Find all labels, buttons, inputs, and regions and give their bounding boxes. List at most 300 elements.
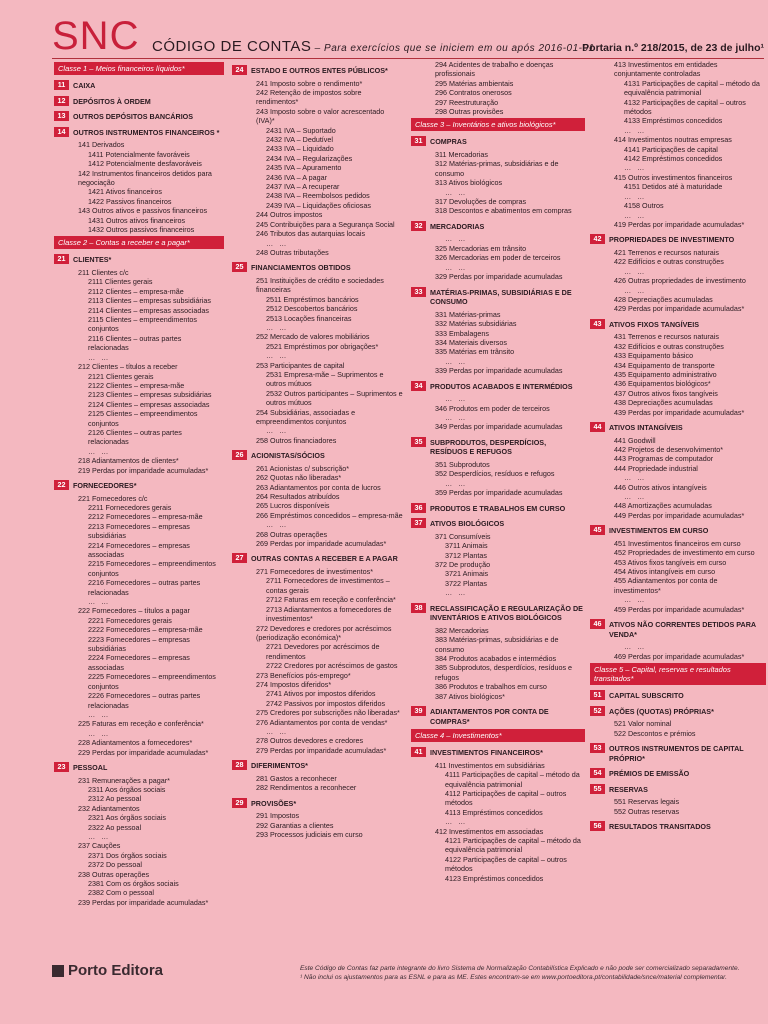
account-entry: 272 Devedores e credores por acréscimos (periodização económica)* — [256, 623, 392, 642]
account-entry: 385 Subprodutos, desperdícios, resíduos e refugos — [435, 663, 573, 682]
account-number-badge: 56 — [590, 821, 605, 831]
account-entry: 2312 Ao pessoal — [88, 794, 142, 804]
account-heading-label: ESTADO E OUTROS ENTES PÚBLICOS* — [251, 66, 388, 75]
account-entry: 2712 Faturas em receção e conferência* — [266, 595, 396, 605]
account-number-badge: 32 — [411, 221, 426, 231]
column-1 — [54, 60, 224, 966]
account-entry: 2116 Clientes – outras partes relacionadas — [88, 333, 182, 353]
account-number-badge: 26 — [232, 450, 247, 460]
account-number-badge: 33 — [411, 287, 426, 297]
ellipsis-row: … … — [624, 266, 647, 276]
account-heading — [411, 381, 585, 392]
account-entry: 332 Matérias subsidiárias — [435, 319, 517, 329]
account-heading-label: INVESTIMENTOS EM CURSO — [609, 526, 709, 536]
account-heading — [54, 96, 224, 107]
account-number-badge: 34 — [411, 381, 426, 391]
account-entry: 432 Edifícios e outras construções — [614, 341, 724, 351]
account-entry: 291 Impostos — [256, 811, 300, 821]
account-heading — [54, 254, 224, 265]
account-entry: 2382 Com o pessoal — [88, 888, 154, 898]
account-heading-label: OUTROS DEPÓSITOS BANCÁRIOS — [73, 112, 194, 122]
account-entry: 237 Cauções — [78, 841, 121, 851]
account-heading-label: DIFERIMENTOS* — [251, 761, 308, 771]
account-entry: 349 Perdas por imparidade acumuladas — [435, 422, 563, 432]
account-entry: 282 Rendimentos a reconhecer — [256, 783, 357, 793]
account-entry: 252 Mercado de valores mobiliários — [256, 332, 370, 342]
account-entry: 295 Matérias ambientais — [435, 78, 514, 88]
account-entry: 312 Matérias-primas, subsidiárias e de consumo — [435, 159, 559, 178]
account-entry: 2311 Aos órgãos sociais — [88, 784, 166, 794]
account-heading-label: PROPRIEDADES DE INVESTIMENTO — [609, 235, 735, 245]
column-4 — [590, 60, 766, 966]
account-entry: 2434 IVA – Regularizações — [266, 153, 353, 163]
account-entry: 551 Reservas legais — [614, 797, 680, 807]
account-heading — [54, 111, 224, 122]
account-heading — [54, 762, 224, 773]
account-entry: 269 Perdas por imparidade acumuladas* — [256, 539, 387, 549]
account-entry: 298 Outras provisões — [435, 107, 504, 117]
account-number-badge: 45 — [590, 525, 605, 535]
account-entry: 454 Ativos intangíveis em curso — [614, 567, 716, 577]
account-entry: 442 Projetos de desenvolvimento* — [614, 445, 724, 454]
account-entry: 2531 Empresa-mãe – Suprimentos e outros mútuos — [266, 369, 384, 389]
account-entry: 3721 Animais — [445, 569, 489, 579]
account-heading-label: ATIVOS FIXOS TANGÍVEIS — [609, 319, 699, 329]
account-entry: 439 Perdas por imparidade acumuladas* — [614, 407, 745, 417]
account-heading-label: ATIVOS BIOLÓGICOS — [430, 519, 505, 529]
account-number-badge: 39 — [411, 706, 426, 716]
ellipsis-row: … … — [624, 473, 647, 483]
footnote — [300, 964, 760, 982]
account-entry: 279 Perdas por imparidade acumuladas* — [256, 745, 387, 755]
account-entry: 278 Outros devedores e credores — [256, 736, 364, 746]
account-entry: 1431 Outros ativos financeiros — [88, 215, 186, 225]
account-entry: 435 Equipamento administrativo — [614, 369, 717, 379]
account-entry: 421 Terrenos e recursos naturais — [614, 247, 719, 257]
account-entry: 253 Participantes de capital — [256, 360, 345, 370]
account-entry: 281 Gastos a reconhecer — [256, 773, 337, 783]
ellipsis-row: … … — [445, 588, 468, 598]
ellipsis-row: … … — [266, 351, 289, 361]
account-entry: 414 Investimentos noutras empresas — [614, 135, 732, 145]
account-number-badge: 25 — [232, 262, 247, 272]
account-heading — [590, 784, 766, 795]
account-entry: 2112 Clientes – empresa-mãe — [88, 286, 184, 296]
title-text: CÓDIGO DE CONTAS — [152, 38, 312, 55]
account-heading-label: PESSOAL — [73, 762, 108, 772]
account-entry: 2711 Fornecedores de investimentos – contas gerais — [266, 576, 390, 595]
account-heading-label: CAPITAL SUBSCRITO — [609, 691, 684, 701]
account-entry: 334 Materiais diversos — [435, 337, 507, 347]
account-entry: 219 Perdas por imparidade acumuladas* — [78, 465, 209, 475]
account-heading — [590, 525, 766, 536]
account-entry: 243 Imposto sobre o valor acrescentado (IVA)* — [256, 106, 385, 126]
account-heading-label: MERCADORIAS — [430, 221, 485, 231]
account-entry: 459 Perdas por imparidade acumuladas* — [614, 604, 745, 614]
account-heading — [411, 518, 585, 529]
account-heading-label: PRODUTOS E TRABALHOS EM CURSO — [430, 503, 566, 513]
account-heading-label: FORNECEDORES* — [73, 480, 137, 490]
account-entry: 419 Perdas por imparidade acumuladas* — [614, 219, 745, 229]
account-heading — [411, 503, 585, 514]
account-heading-label: OUTRAS CONTAS A RECEBER E A PAGAR — [251, 554, 398, 564]
account-entry: 4111 Participações de capital – método da equivalência patrimonial — [445, 770, 580, 789]
account-entry: 317 Devoluções de compras — [435, 197, 527, 207]
account-entry: 443 Programas de computador — [614, 454, 714, 464]
account-entry: 2215 Fornecedores – empreendimentos conjuntos — [88, 559, 216, 578]
account-number-badge: 38 — [411, 603, 426, 613]
account-entry: 264 Resultados atribuídos — [256, 492, 340, 502]
column-3 — [411, 60, 585, 966]
ellipsis-row: … … — [445, 262, 468, 272]
portaria-reference: Portaria n.º 218/2015, de 23 de julho¹ — [582, 42, 764, 54]
account-entry: 2381 Com os órgãos sociais — [88, 879, 179, 888]
account-entry: 2436 IVA – A pagar — [266, 172, 328, 182]
ellipsis-row: … … — [445, 394, 468, 404]
account-entry: 212 Clientes – títulos a receber — [78, 362, 178, 372]
account-entry: 433 Equipamento básico — [614, 351, 694, 361]
account-entry: 4121 Participações de capital – método da equivalência patrimonial — [445, 836, 581, 855]
column-2 — [232, 60, 404, 966]
account-entry: 422 Edifícios e outras construções — [614, 257, 724, 267]
account-entry: 434 Equipamento de transporte — [614, 360, 715, 370]
account-entry: 4133 Empréstimos concedidos — [624, 116, 723, 126]
account-entry: 2213 Fornecedores – empresas subsidiárias — [88, 521, 190, 541]
account-heading-label: SUBPRODUTOS, DESPERDÍCIOS, RESÍDUOS E REFUGOS — [430, 437, 547, 457]
account-entry: 248 Outras tributações — [256, 247, 329, 257]
account-entry: 228 Adiantamentos a fornecedores* — [78, 738, 193, 748]
account-entry: 266 Empréstimos concedidos – empresa-mãe — [256, 510, 403, 520]
ellipsis-row: … … — [266, 238, 289, 248]
account-heading — [411, 437, 585, 457]
publisher-name: Porto Editora — [68, 962, 164, 979]
account-entry: 2124 Clientes – empresas associadas — [88, 399, 210, 409]
account-number-badge: 28 — [232, 760, 247, 770]
account-heading — [590, 768, 766, 779]
account-heading-label: FINANCIAMENTOS OBTIDOS — [251, 263, 351, 273]
account-number-badge: 41 — [411, 747, 426, 757]
account-heading-label: OUTROS INSTRUMENTOS DE CAPITAL PRÓPRIO* — [609, 744, 744, 763]
account-entry: 469 Perdas por imparidade acumuladas* — [614, 651, 745, 661]
account-entry: 275 Credores por subscrições não liberadas* — [256, 708, 400, 718]
account-entry: 274 Impostos diferidos* — [256, 679, 332, 689]
account-entry: 218 Adiantamentos de clientes* — [78, 456, 179, 466]
account-heading-label: AÇÕES (QUOTAS) PRÓPRIAS* — [609, 706, 714, 716]
account-entry: 4123 Empréstimos concedidos — [445, 873, 544, 883]
account-entry: 448 Amortizações acumuladas — [614, 501, 712, 511]
account-number-badge: 37 — [411, 518, 426, 528]
account-entry: 4142 Empréstimos concedidos — [624, 154, 723, 164]
account-heading — [54, 80, 224, 91]
title-subtitle: – Para exercícios que se iniciem em ou após 2016-01-01 — [311, 43, 595, 54]
account-number-badge: 54 — [590, 768, 605, 778]
ellipsis-row: … … — [624, 285, 647, 295]
account-entry: 2433 IVA – Liquidado — [266, 144, 334, 154]
account-heading-label: CLIENTES* — [73, 255, 112, 265]
account-entry: 2371 Dos órgãos sociais — [88, 850, 167, 860]
account-number-badge: 42 — [590, 234, 605, 244]
account-entry: 2372 Do pessoal — [88, 860, 142, 870]
account-heading-label: ATIVOS NÃO CORRENTES DETIDOS PARA VENDA* — [609, 620, 756, 639]
account-heading-label: RESULTADOS TRANSITADOS — [609, 822, 711, 832]
account-heading — [590, 319, 766, 330]
page-title — [152, 38, 595, 58]
account-entry: 2214 Fornecedores – empresas associadas — [88, 540, 190, 559]
account-entry: 271 Fornecedores de investimentos* — [256, 567, 374, 577]
account-entry: 372 De produção — [435, 559, 491, 569]
account-entry: 273 Benefícios pós-emprego* — [256, 670, 351, 680]
account-entry: 2512 Descobertos bancários — [266, 304, 358, 314]
account-entry: 438 Depreciações acumuladas — [614, 398, 713, 408]
account-entry: 1421 Ativos financeiros — [88, 187, 162, 197]
account-entry: 2322 Ao pessoal — [88, 822, 142, 832]
account-entry: 335 Matérias em trânsito — [435, 347, 515, 357]
snc-logo-text: SNC — [52, 14, 140, 58]
account-entry: 384 Produtos acabados e intermédios — [435, 654, 557, 663]
account-entry: 2435 IVA – Apuramento — [266, 163, 342, 173]
ellipsis-row: … … — [266, 322, 289, 332]
account-entry: 339 Perdas por imparidade acumuladas — [435, 366, 563, 376]
account-number-badge: 29 — [232, 798, 247, 808]
account-entry: 2115 Clientes – empreendimentos conjuntos — [88, 315, 197, 334]
account-entry: 2741 Ativos por impostos diferidos — [266, 689, 376, 699]
account-heading-label: ACIONISTAS/SÓCIOS — [251, 451, 325, 461]
account-entry: 2511 Empréstimos bancários — [266, 294, 359, 304]
account-entry: 437 Outros ativos fixos tangíveis — [614, 388, 718, 398]
account-heading — [411, 221, 585, 232]
ellipsis-row: … … — [266, 520, 289, 530]
account-heading — [232, 553, 404, 564]
account-entry: 431 Terrenos e recursos naturais — [614, 332, 719, 342]
account-entry: 346 Produtos em poder de terceiros — [435, 403, 550, 413]
account-heading — [411, 706, 585, 726]
account-number-badge: 51 — [590, 690, 605, 700]
account-entry: 261 Acionistas c/ subscrição* — [256, 463, 350, 473]
account-entry: 2216 Fornecedores – outras partes relacionadas — [88, 578, 201, 597]
account-entry: 318 Descontos e abatimentos em compras — [435, 206, 572, 216]
account-entry: 4112 Participações de capital – outros métodos — [445, 789, 567, 808]
class-banner: Classe 4 – Investimentos* — [411, 729, 585, 742]
account-heading — [54, 480, 224, 491]
account-entry: 325 Mercadorias em trânsito — [435, 243, 527, 253]
account-entry: 2225 Fornecedores – empreendimentos conjuntos — [88, 672, 216, 691]
account-number-badge: 53 — [590, 743, 605, 753]
account-entry: 221 Fornecedores c/c — [78, 493, 148, 503]
publisher-logo — [52, 962, 163, 979]
account-entry: 1422 Passivos financeiros — [88, 196, 172, 206]
account-entry: 241 Imposto sobre o rendimento* — [256, 78, 363, 88]
account-entry: 254 Subsidiárias, associadas e empreendimentos conjuntos — [256, 407, 356, 426]
account-entry: 242 Retenção de impostos sobre rendimentos* — [256, 88, 362, 107]
account-entry: 426 Outras propriedades de investimento — [614, 276, 746, 286]
account-entry: 231 Remunerações a pagar* — [78, 775, 170, 785]
account-entry: 359 Perdas por imparidade acumuladas — [435, 488, 563, 498]
account-number-badge: 46 — [590, 619, 605, 629]
account-number-badge: 52 — [590, 706, 605, 716]
account-entry: 246 Tributos das autarquias locais — [256, 229, 366, 239]
account-entry: 2721 Devedores por acréscimos de rendimentos — [266, 642, 380, 661]
account-entry: 441 Goodwill — [614, 435, 656, 445]
ellipsis-row: … … — [88, 728, 111, 738]
account-entry: 2321 Aos órgãos sociais — [88, 813, 166, 823]
account-entry: 2211 Fornecedores gerais — [88, 502, 172, 512]
class-banner: Classe 5 – Capital, reservas e resultados transitados* — [590, 663, 766, 685]
account-entry: 455 Adiantamentos por conta de investimentos* — [614, 576, 718, 595]
account-entry: 4122 Participações de capital – outros métodos — [445, 854, 567, 874]
footnote-line-1: Este Código de Contas faz parte integrante do livro Sistema de Normalização Contabilística Explicado e não pode ser comercializado separadamente. — [300, 965, 740, 972]
account-entry: 238 Outras operações — [78, 869, 150, 879]
account-entry: 313 Ativos biológicos — [435, 178, 503, 188]
account-heading-label: ADIANTAMENTOS POR CONTA DE COMPRAS* — [430, 707, 549, 726]
ellipsis-row: … … — [445, 187, 468, 197]
account-heading — [411, 287, 585, 307]
account-number-badge: 22 — [54, 480, 69, 490]
account-entry: 268 Outras operações — [256, 529, 328, 539]
account-entry: 2123 Clientes – empresas subsidiárias — [88, 390, 212, 400]
account-entry: 411 Investimentos em subsidiárias — [435, 760, 545, 770]
account-entry: 371 Consumíveis — [435, 531, 491, 541]
account-entry: 143 Outros ativos e passivos financeiros — [78, 206, 208, 216]
account-entry: 292 Garantias a clientes — [256, 820, 334, 830]
account-number-badge: 11 — [54, 80, 69, 90]
account-entry: 4132 Participações de capital – outros métodos — [624, 97, 746, 117]
ellipsis-row: … … — [88, 352, 111, 362]
account-entry: 2226 Fornecedores – outras partes relacionadas — [88, 691, 201, 710]
account-entry: 2521 Empréstimos por obrigações* — [266, 341, 379, 351]
account-entry: 4158 Outros — [624, 201, 664, 211]
account-entry: 326 Mercadorias em poder de terceiros — [435, 253, 561, 263]
account-entry: 2126 Clientes – outras partes relacionadas — [88, 427, 182, 447]
account-entry: 2439 IVA – Liquidações oficiosas — [266, 200, 371, 210]
account-entry: 2113 Clientes – empresas subsidiárias — [88, 296, 211, 306]
account-entry: 2114 Clientes – empresas associadas — [88, 305, 209, 315]
account-entry: 265 Lucros disponíveis — [256, 501, 330, 511]
account-number-badge: 23 — [54, 762, 69, 772]
account-entry: 2742 Passivos por impostos diferidos — [266, 698, 386, 708]
account-entry: 2438 IVA – Reembolsos pedidos — [266, 191, 370, 201]
class-banner: Classe 2 – Contas a receber e a pagar* — [54, 236, 224, 249]
account-number-badge: 13 — [54, 111, 69, 121]
ellipsis-row: … … — [445, 478, 468, 488]
account-entry: 2222 Fornecedores – empresa-mãe — [88, 625, 203, 635]
account-entry: 141 Derivados — [78, 140, 125, 150]
account-entry: 428 Depreciações acumuladas — [614, 294, 713, 304]
account-number-badge: 44 — [590, 422, 605, 432]
account-heading-label: PRODUTOS ACABADOS E INTERMÉDIOS — [430, 381, 573, 391]
account-entry: 3711 Animais — [445, 541, 488, 551]
account-entry: 2121 Clientes gerais — [88, 371, 154, 381]
account-heading — [590, 743, 766, 763]
account-heading — [590, 706, 766, 717]
account-entry: 382 Mercadorias — [435, 625, 489, 635]
account-entry: 294 Acidentes de trabalho e doenças profissionais — [435, 60, 554, 79]
account-entry: 232 Adiantamentos — [78, 803, 140, 813]
account-number-badge: 27 — [232, 553, 247, 563]
account-entry: 142 Instrumentos financeiros detidos para negociação — [78, 168, 212, 187]
ellipsis-row: … … — [445, 234, 468, 244]
account-heading — [232, 450, 404, 461]
account-entry: 229 Perdas por imparidade acumuladas* — [78, 747, 209, 757]
account-entry: 2221 Fornecedores gerais — [88, 615, 172, 625]
ellipsis-row: … … — [624, 210, 647, 220]
account-entry: 522 Descontos e prémios — [614, 728, 696, 738]
account-entry: 4151 Detidos até à maturidade — [624, 182, 723, 192]
account-entry: 2212 Fornecedores – empresa-mãe — [88, 512, 203, 522]
ellipsis-row: … … — [88, 831, 111, 841]
account-entry: 2223 Fornecedores – empresas subsidiárias — [88, 634, 190, 654]
account-entry: 429 Perdas por imparidade acumuladas* — [614, 304, 745, 314]
account-heading — [54, 127, 224, 138]
ellipsis-row: … … — [445, 412, 468, 422]
account-heading-label: RESERVAS — [609, 784, 648, 794]
account-entry: 552 Outras reservas — [614, 806, 680, 816]
ellipsis-row: … … — [624, 492, 647, 502]
account-heading — [590, 422, 766, 433]
account-heading — [411, 747, 585, 758]
account-entry: 2122 Clientes – empresa-mãe — [88, 380, 185, 390]
class-banner: Classe 1 – Meios financeiros líquidos* — [54, 62, 224, 75]
account-entry: 296 Contratos onerosos — [435, 88, 512, 98]
account-entry: 2513 Locações financeiras — [266, 313, 352, 323]
account-heading — [411, 136, 585, 147]
ellipsis-row: … … — [88, 446, 111, 456]
ellipsis-row: … … — [88, 709, 111, 719]
account-entry: 1412 Potencialmente desfavoráveis — [88, 159, 202, 169]
account-entry: 4113 Empréstimos concedidos — [445, 807, 543, 817]
account-heading — [590, 821, 766, 832]
account-entry: 2431 IVA – Suportado — [266, 125, 336, 135]
account-entry: 2111 Clientes gerais — [88, 277, 153, 287]
account-entry: 262 Quotas não liberadas* — [256, 473, 342, 483]
account-entry: 297 Reestruturação — [435, 97, 499, 107]
account-heading — [590, 619, 766, 639]
account-number-badge: 55 — [590, 784, 605, 794]
porto-editora-mark-icon — [52, 965, 64, 977]
account-entry: 444 Propriedade industrial — [614, 463, 698, 473]
ellipsis-row: … … — [624, 191, 647, 201]
account-entry: 2722 Credores por acréscimos de gastos — [266, 661, 398, 671]
account-number-badge: 21 — [54, 254, 69, 264]
account-heading — [411, 603, 585, 623]
account-entry: 2432 IVA – Dedutível — [266, 135, 333, 145]
footnote-line-2: ¹ Não inclui os ajustamentos para as ESNL e para as ME. Estes encontram-se em www.portoeditora.pt/contabilidade/snce/material complementar. — [300, 974, 727, 981]
account-entry: 446 Outros ativos intangíveis — [614, 482, 707, 492]
account-entry: 451 Investimentos financeiros em curso — [614, 538, 741, 548]
account-heading — [232, 65, 404, 76]
ellipsis-row: … … — [624, 163, 647, 173]
account-entry: 436 Equipamentos biológicos* — [614, 379, 711, 389]
account-heading — [590, 234, 766, 245]
account-entry: 383 Matérias-primas, subsidiárias e de consumo — [435, 635, 559, 654]
account-heading — [232, 798, 404, 809]
account-entry: 2224 Fornecedores – empresas associadas — [88, 653, 190, 672]
account-entry: 1432 Outros passivos financeiros — [88, 225, 195, 235]
account-entry: 329 Perdas por imparidade acumuladas — [435, 272, 563, 282]
account-entry: 251 Instituições de crédito e sociedades financeiras — [256, 275, 384, 295]
account-entry: 351 Subprodutos — [435, 459, 490, 469]
account-entry: 2713 Adiantamentos a fornecedores de investimentos* — [266, 604, 392, 624]
account-heading — [232, 760, 404, 771]
account-entry: 2437 IVA – A recuperar — [266, 182, 340, 192]
account-number-badge: 31 — [411, 136, 426, 146]
account-heading-label: PROVISÕES* — [251, 798, 297, 808]
account-heading-label: ATIVOS INTANGÍVEIS — [609, 423, 683, 432]
account-entry: 311 Mercadorias — [435, 150, 488, 160]
ellipsis-row: … … — [266, 426, 289, 436]
account-entry: 263 Adiantamentos por conta de lucros — [256, 482, 381, 492]
account-heading-label: PRÉMIOS DE EMISSÃO — [609, 769, 690, 779]
account-entry: 2125 Clientes – empreendimentos conjuntos — [88, 409, 198, 428]
